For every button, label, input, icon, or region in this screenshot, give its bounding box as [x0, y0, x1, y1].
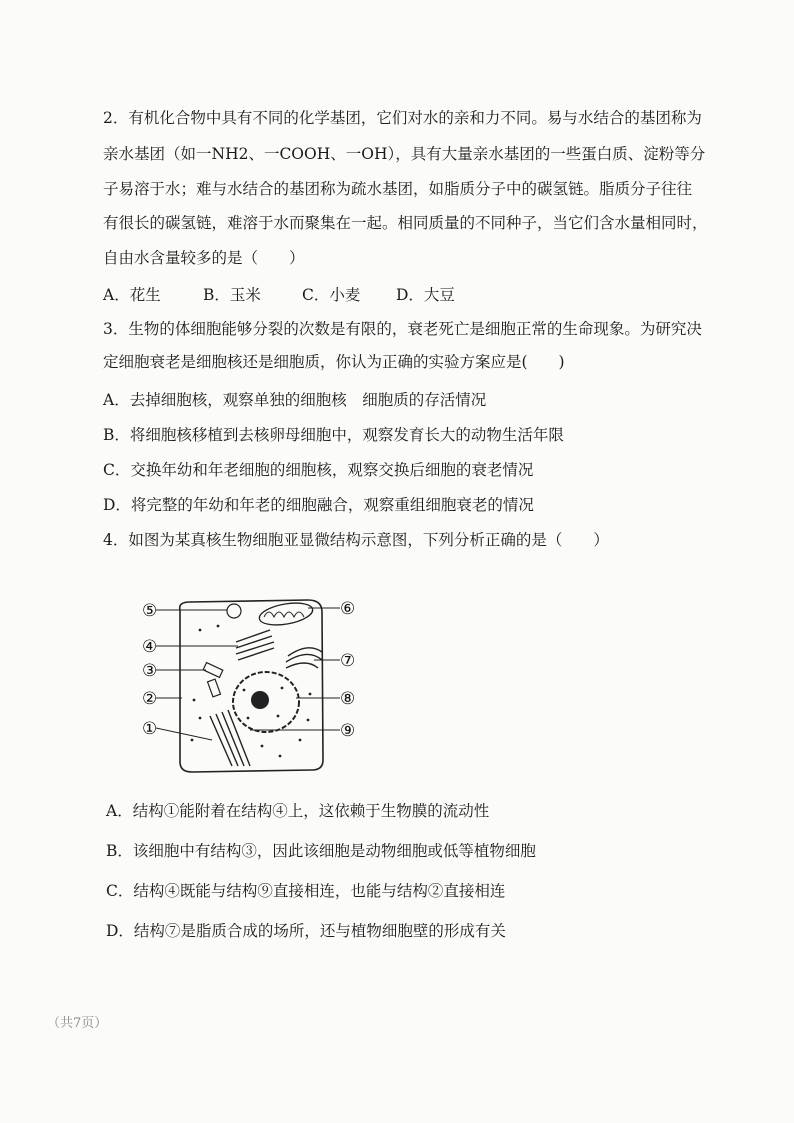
smooth-er	[210, 710, 250, 766]
q2-stem-line-4: 有很长的碳氢链，难溶于水而聚集在一起。相同质量的不同种子，当它们含水量相同时，	[103, 214, 708, 232]
q4-option-b: B．该细胞中有结构③，因此该细胞是动物细胞或低等植物细胞	[106, 842, 536, 860]
q3-stem-line-1: 3．生物的体细胞能够分裂的次数是有限的，衰老死亡是细胞正常的生命现象。为研究决	[103, 320, 702, 338]
q2-option-d: D．大豆	[396, 286, 455, 304]
q2-option-a: A．花生	[103, 286, 161, 304]
label-3: ③	[142, 661, 158, 681]
label-9: ⑨	[340, 721, 356, 741]
label-6: ⑥	[340, 599, 356, 619]
q3-option-a: A．去掉细胞核，观察单独的细胞核 细胞质的存活情况	[103, 391, 487, 409]
leader-lines	[156, 608, 340, 740]
q2-stem-line-3: 子易溶于水；难与水结合的基团称为疏水基团，如脂质分子中的碳氢链。脂质分子往往	[103, 180, 693, 198]
cell-structure-diagram	[140, 590, 368, 786]
q4-option-d: D．结构⑦是脂质合成的场所，还与植物细胞壁的形成有关	[106, 922, 506, 940]
centriole	[203, 663, 223, 697]
label-7: ⑦	[340, 651, 356, 671]
page-footer: （共7页）	[47, 1016, 108, 1031]
label-4: ④	[142, 637, 158, 657]
vesicle	[227, 604, 241, 618]
q2-option-b: B．玉米	[203, 286, 261, 304]
nucleolus	[251, 691, 269, 709]
q3-option-b: B．将细胞核移植到去核卵母细胞中，观察发育长大的动物生活年限	[103, 426, 564, 444]
q3-stem-line-2: 定细胞衰老是细胞核还是细胞质，你认为正确的实验方案应是( )	[103, 353, 565, 371]
label-8: ⑧	[340, 689, 356, 709]
mitochondrion-cristae	[264, 612, 304, 617]
q3-option-d: D．将完整的年幼和年老的细胞融合，观察重组细胞衰老的情况	[103, 496, 534, 514]
golgi	[286, 648, 322, 668]
q4-stem: 4．如图为某真核生物细胞亚显微结构示意图，下列分析正确的是（ ）	[103, 531, 609, 549]
ribosomes	[191, 625, 312, 758]
q4-option-c: C．结构④既能与结构⑨直接相连，也能与结构②直接相连	[106, 882, 506, 900]
cell-membrane	[180, 600, 323, 772]
label-2: ②	[142, 689, 158, 709]
q2-stem-line-1: 2．有机化合物中具有不同的化学基团，它们对水的亲和力不同。易与水结合的基团称为	[103, 109, 702, 127]
label-5: ⑤	[142, 601, 158, 621]
q2-option-c: C．小麦	[302, 286, 361, 304]
q2-stem-line-2: 亲水基团（如一NH2、一COOH、一OH），具有大量亲水基团的一些蛋白质、淀粉等分	[103, 145, 706, 163]
rough-er	[236, 630, 274, 660]
label-1: ①	[142, 719, 158, 739]
q3-option-c: C．交换年幼和年老细胞的细胞核，观察交换后细胞的衰老情况	[103, 461, 534, 479]
q2-stem-line-5: 自由水含量较多的是（ ）	[103, 249, 305, 267]
q4-option-a: A．结构①能附着在结构④上，这依赖于生物膜的流动性	[106, 802, 490, 820]
